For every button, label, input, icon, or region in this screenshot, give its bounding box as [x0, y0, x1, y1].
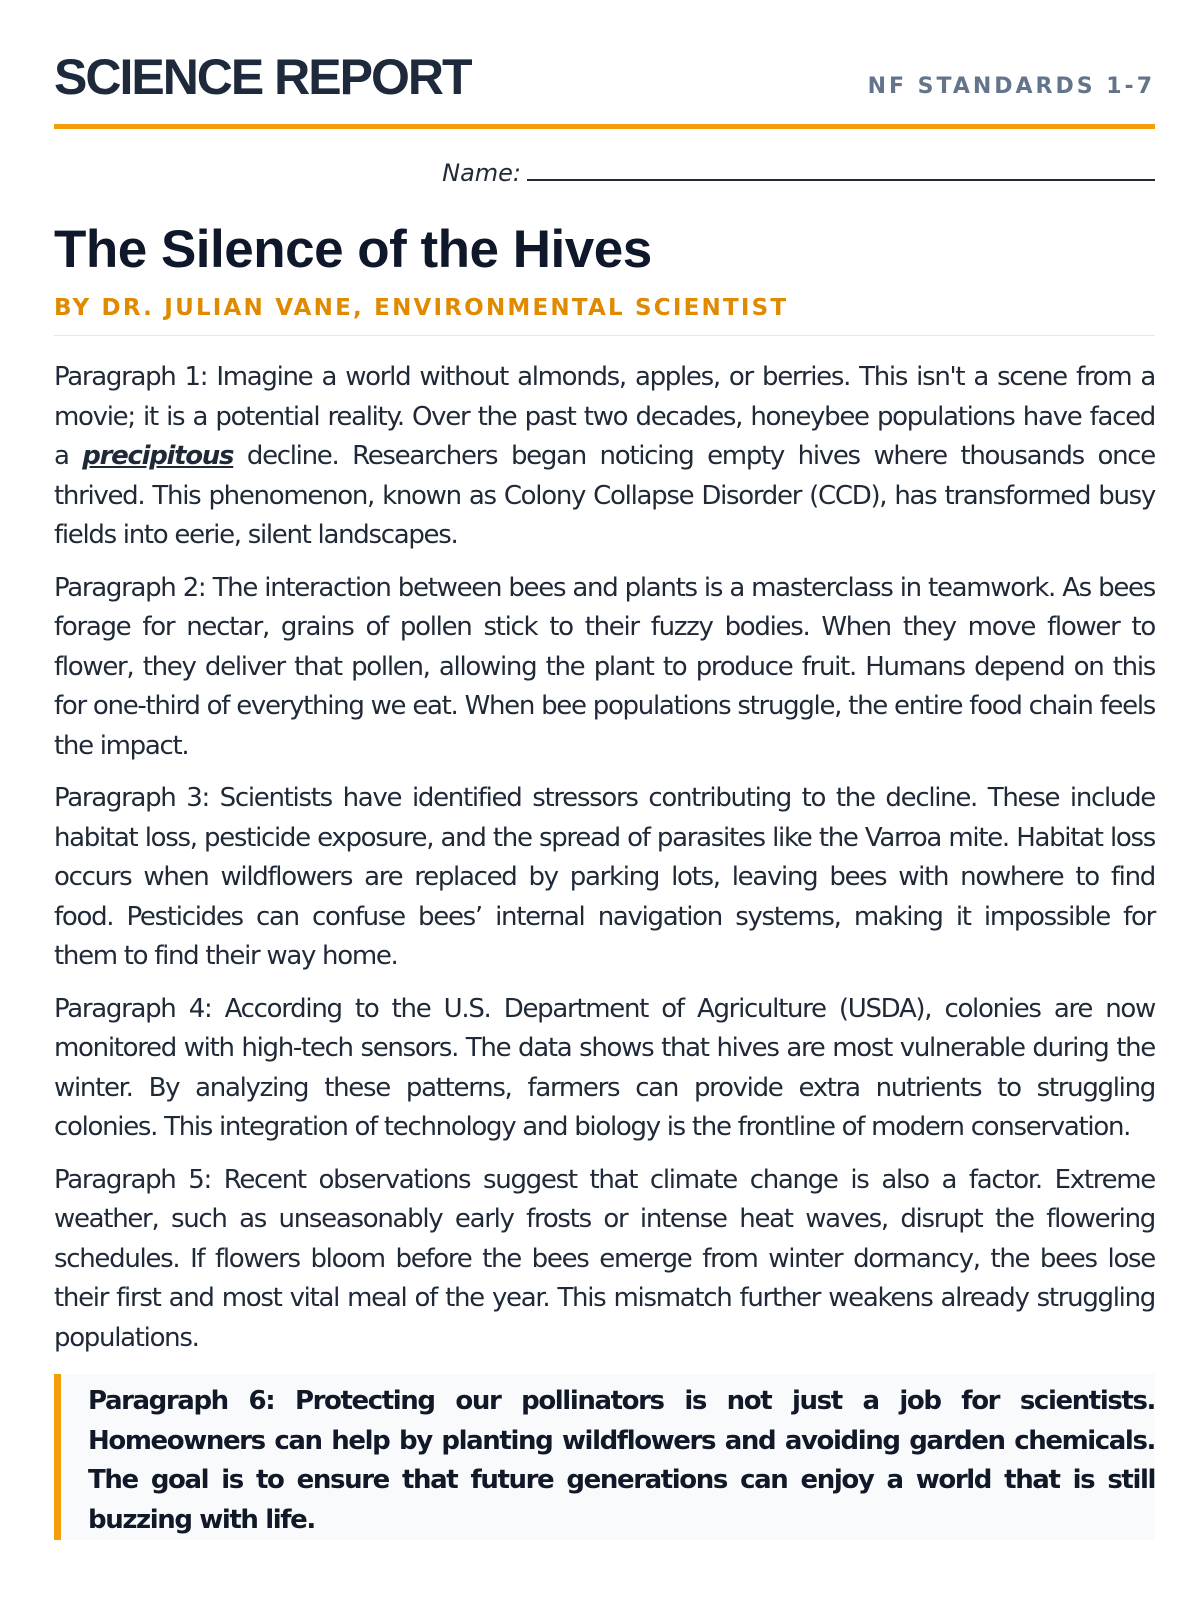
paragraph-1: [54, 358, 1155, 556]
name-blank-line[interactable]: [527, 159, 1155, 181]
article-body: [54, 358, 1155, 1540]
article-title: The Silence of the Hives: [54, 220, 652, 279]
page-header: [54, 49, 1155, 129]
highlight-callout: [54, 1374, 1155, 1540]
paragraph-1-after: decline. Researchers began noticing empty hives where thousands once thrived. This phenomenon, known as Colony Collapse Disorder (CCD), has transformed busy fields into eerie, silent landscapes.: [54, 441, 1155, 551]
paragraph-5: Paragraph 5: Recent observations suggest that climate change is also a factor. Extreme weather, such as unseasonably early frosts or intense heat waves, disrupt the flowering schedules. If flowers bloom before the bees emerge from winter dormancy, the bees lose their first and most vital meal of the year. This mismatch further weakens already struggling populations.: [54, 1164, 1155, 1353]
standards-label: NF STANDARDS 1-7: [867, 74, 1155, 99]
paragraph-2: Paragraph 2: The interaction between bees and plants is a masterclass in teamwork. As bees forage for nectar, grains of pollen stick to their fuzzy bodies. When they move flower to flower, they deliver that pollen, allowing the plant to produce fruit. Humans depend on this for one-third of everything we eat. When bee populations struggle, the entire food chain feels the impact.: [54, 572, 1155, 761]
paragraph-1-before: Paragraph 1: Imagine a world without almonds, apples, or berries. This isn't a scene from a movie; it is a potential reality. Over the past two decades, honeybee populations have faced a: [54, 362, 1155, 472]
name-label: Name:: [442, 159, 521, 187]
paragraph-4: Paragraph 4: According to the U.S. Department of Agriculture (USDA), colonies are now monitored with high-tech sensors. The data shows that hives are most vulnerable during the winter. By analyzing these patterns, farmers can provide extra nutrients to struggling colonies. This integration of technology and biology is the frontline of modern conservation.: [54, 993, 1155, 1143]
report-brand: SCIENCE REPORT: [54, 49, 471, 105]
paragraph-3: Paragraph 3: Scientists have identified stressors contributing to the decline. These include habitat loss, pesticide exposure, and the spread of parasites like the Varroa mite. Habitat loss occurs when wildflowers are replaced by parking lots, leaving bees with nowhere to find food. Pesticides can confuse bees’ internal navigation systems, making it impossible for them to find their way home.: [54, 783, 1155, 972]
name-field-row: [54, 159, 1155, 187]
paragraph-6: Paragraph 6: Protecting our pollinators is not just a job for scientists. Homeowners can help by planting wildflowers and avoiding garden chemicals. The goal is to ensure that future generations can enjoy a world that is still buzzing with life.: [88, 1386, 1155, 1535]
article-byline: BY DR. JULIAN VANE, ENVIRONMENTAL SCIENTIST: [54, 295, 1155, 336]
vocab-word-precipitous: precipitous: [82, 441, 234, 472]
